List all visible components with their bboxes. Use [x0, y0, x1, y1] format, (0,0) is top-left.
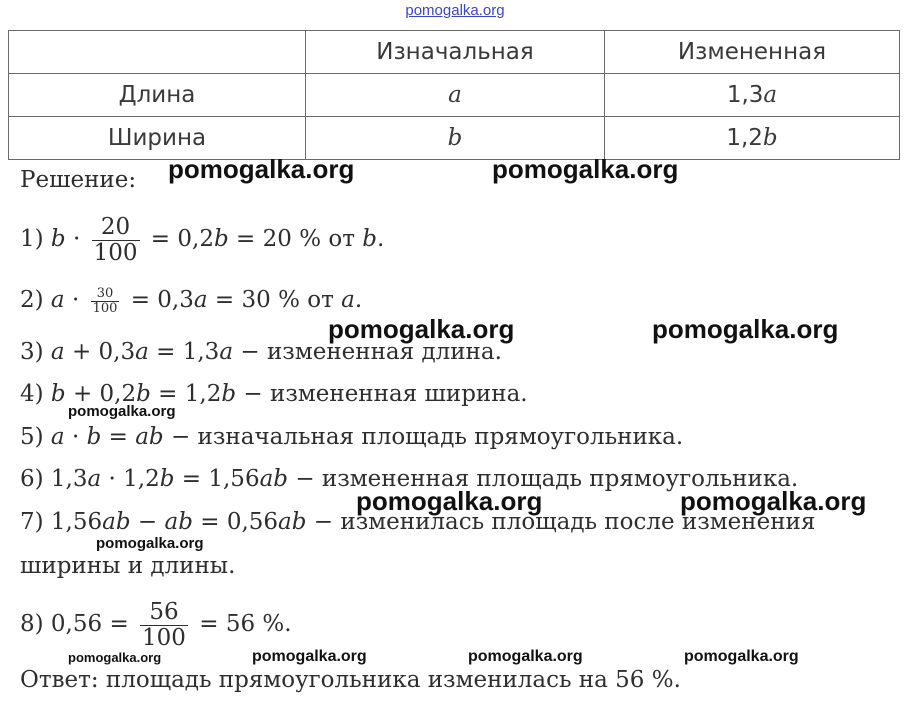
step-5-var1: a — [50, 424, 65, 450]
step-3-t1: + 0,3 — [64, 339, 136, 365]
step-2-number: 2) — [20, 287, 44, 313]
header-empty-cell — [9, 31, 306, 74]
step-7-number: 7) — [20, 509, 44, 535]
step-6-t2: = 1,56 — [174, 466, 260, 492]
step-2-var2: a — [193, 287, 208, 313]
table-row — [9, 117, 900, 160]
watermark-text: pomogalka.org — [652, 314, 839, 344]
watermark-text: pomogalka.org — [68, 650, 162, 665]
step-5 — [20, 423, 683, 451]
step-3-number: 3) — [20, 339, 44, 365]
watermark-text: pomogalka.org — [356, 486, 543, 516]
step-5-number: 5) — [20, 424, 44, 450]
step-3-var1: a — [50, 339, 65, 365]
step-4-t2: = 1,2 — [150, 381, 222, 407]
step-2 — [20, 276, 362, 324]
step-2-op: · — [64, 287, 87, 313]
width-changed-var: b — [762, 125, 778, 151]
step-2-numerator: 30 — [91, 287, 120, 302]
step-6-t0: 1,3 — [43, 466, 88, 492]
step-4-t3: − измененная ширина. — [236, 381, 528, 407]
step-8-t0: 0,56 = — [43, 611, 137, 637]
step-4-var1: b — [50, 381, 66, 407]
dimensions-table — [8, 30, 900, 160]
step-2-fraction — [91, 287, 120, 315]
step-7-t3: − изменилась площадь после изменения — [306, 509, 816, 535]
row-label-width: Ширина — [9, 117, 306, 160]
step-1-var: b — [50, 226, 66, 252]
step-3-var2: a — [135, 339, 149, 365]
length-original — [306, 74, 605, 117]
answer-line: Ответ: площадь прямоугольника изменилась на 56 %. — [20, 667, 681, 693]
step-8-t1: = 56 %. — [191, 611, 292, 637]
row-label-length: Длина — [9, 74, 306, 117]
step-8-number: 8) — [20, 611, 44, 637]
step-1-end: . — [376, 226, 385, 252]
step-1-var3: b — [362, 226, 377, 252]
step-7-var1: ab — [102, 509, 131, 535]
watermark-text: pomogalka.org — [68, 403, 176, 420]
width-original-var: b — [447, 125, 463, 151]
watermark-text: pomogalka.org — [328, 314, 515, 344]
step-7-t2: = 0,56 — [192, 509, 279, 535]
step-4-t1: + 0,2 — [65, 381, 137, 407]
table-row — [9, 74, 900, 117]
step-5-var2: b — [86, 424, 102, 450]
step-6-t3: − измененная площадь прямоугольника. — [288, 466, 799, 492]
table-header-row — [9, 31, 900, 74]
step-7-var2: ab — [164, 509, 193, 535]
length-original-var: a — [448, 82, 462, 108]
step-5-t2: = — [101, 424, 136, 450]
step-1-fraction — [92, 215, 140, 264]
step-3-t3: − измененная длина. — [233, 339, 502, 365]
step-4-var2: b — [136, 381, 151, 407]
step-6-number: 6) — [20, 466, 44, 492]
watermark-text: pomogalka.org — [468, 648, 583, 665]
step-5-t3: − изначальная площадь прямоугольника. — [163, 424, 684, 450]
step-1-eq1: = 0,2 — [143, 226, 214, 252]
header-changed: Измененная — [605, 31, 900, 74]
watermark-text: pomogalka.org — [168, 154, 355, 184]
step-3-var3: a — [219, 339, 234, 365]
step-4-var3: b — [221, 381, 237, 407]
solution-title: Решение: — [20, 167, 137, 193]
step-1 — [20, 204, 384, 274]
step-1-denominator: 100 — [93, 239, 138, 266]
step-7-t1: − — [130, 509, 165, 535]
step-2-var: a — [50, 287, 65, 313]
step-1-var2: b — [213, 226, 229, 252]
watermark-text: pomogalka.org — [684, 648, 799, 665]
watermark-text: pomogalka.org — [492, 154, 679, 184]
step-3-t2: = 1,3 — [148, 339, 220, 365]
step-7-t0: 1,56 — [43, 509, 103, 535]
length-changed — [605, 74, 900, 117]
step-5-t1: · — [64, 424, 87, 450]
watermark-text: pomogalka.org — [252, 648, 367, 665]
step-8-numerator: 56 — [140, 600, 188, 625]
step-2-var3: a — [341, 287, 355, 313]
step-8 — [20, 592, 292, 656]
step-7-var3: ab — [278, 509, 307, 535]
step-2-end: . — [354, 287, 363, 313]
header-watermark: pomogalka.org — [405, 2, 505, 19]
step-8-denominator: 100 — [142, 624, 186, 651]
step-1-numerator: 20 — [92, 215, 140, 240]
length-changed-coef: 1,3 — [726, 82, 764, 108]
watermark-text: pomogalka.org — [96, 535, 204, 552]
header-original: Изначальная — [306, 31, 605, 74]
step-6-var2: b — [159, 466, 175, 492]
length-changed-var: a — [763, 82, 778, 108]
step-2-denominator: 100 — [92, 300, 118, 316]
step-7-line2: ширины и длины. — [20, 553, 236, 579]
step-8-fraction — [140, 600, 188, 649]
step-5-var3: ab — [135, 424, 164, 450]
watermark-text: pomogalka.org — [680, 486, 867, 516]
step-1-op: · — [65, 226, 88, 252]
step-4-number: 4) — [20, 381, 44, 407]
step-2-eq2: = 30 % от — [207, 287, 342, 313]
step-6-var3: ab — [259, 466, 289, 492]
step-1-eq2: = 20 % от — [228, 226, 363, 252]
width-changed-coef: 1,2 — [726, 125, 763, 151]
step-2-eq1: = 0,3 — [123, 287, 194, 313]
step-6-t1: · 1,2 — [101, 466, 160, 492]
step-6-var1: a — [87, 466, 102, 492]
step-1-number: 1) — [20, 226, 44, 252]
